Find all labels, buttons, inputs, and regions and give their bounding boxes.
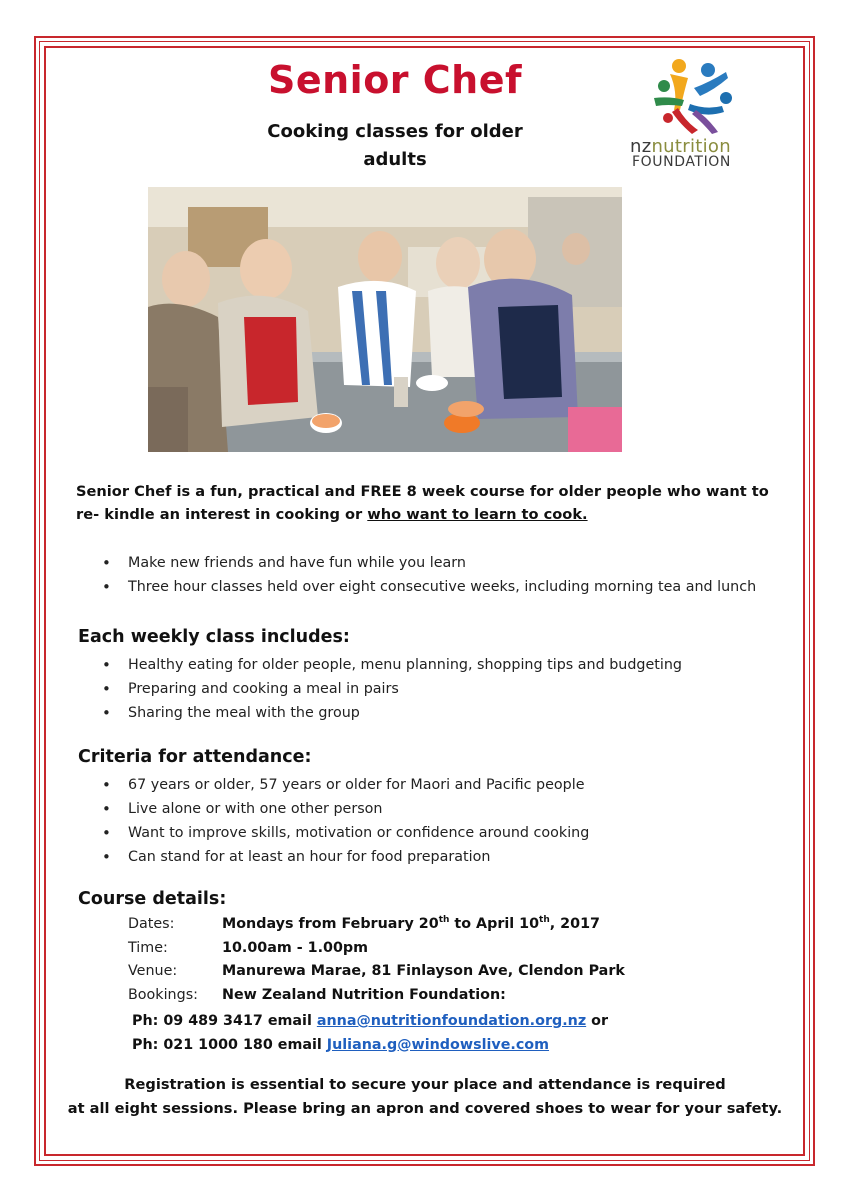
list-item: • Healthy eating for older people, menu planning, shopping tips and budgeting [100,653,682,677]
page-subtitle [240,118,550,174]
list-item: • Make new friends and have fun while you learn [100,551,756,575]
bookings-row [128,987,625,1011]
venue-value: Manurewa Marae, 81 Finlayson Ave, Clendon Park [222,963,625,979]
intro-underlined-text: who want to learn to cook. [367,506,588,523]
time-value: 10.00am - 1.00pm [222,939,369,956]
list-item: • Preparing and cooking a meal in pairs [100,677,682,701]
list-item: • Can stand for at least an hour for food preparation [100,845,589,869]
email-link-juliana[interactable]: Juliana.g@windowslive.com [326,1036,550,1053]
criteria-heading: Criteria for attendance: [78,747,312,767]
intro-text: Senior Chef is a fun, practical and FREE 8 week course for older people who want to re- kindle an interest in cooking or [76,483,769,523]
list-item: • 67 years or older, 57 years or older for Maori and Pacific people [100,773,589,797]
registration-note [60,1073,790,1121]
email-link-anna[interactable]: anna@nutritionfoundation.org.nz [316,1013,587,1029]
logo-text-foundation: FOUNDATION [632,154,731,170]
subtitle-line-2: adults [363,149,427,170]
contact-1-phone: Ph: 09 489 3417 email [132,1013,317,1029]
highlights-list [100,551,756,599]
time-row [128,940,625,964]
footer-line-1: Registration is essential to secure your place and attendance is required [124,1076,726,1093]
list-item: • Three hour classes held over eight consecutive weeks, including morning tea and lunch [100,575,756,599]
weekly-heading: Each weekly class includes: [78,627,350,647]
time-label: Time: [128,939,168,956]
footer-line-2: at all eight sessions. Please bring an apron and covered shoes to wear for your safety. [67,1100,783,1117]
intro-paragraph [76,480,776,526]
venue-row [128,963,625,987]
bookings-label: Bookings: [128,986,198,1003]
course-details [128,916,625,1057]
dates-row [128,916,625,940]
weekly-list [100,653,682,725]
bookings-value: New Zealand Nutrition Foundation: [222,986,506,1003]
logo-text-nutrition: nutrition [651,136,731,157]
dates-sup-1: th [438,915,450,926]
page-title: Senior Chef [267,58,523,102]
subtitle-line-1: Cooking classes for older [267,121,523,142]
dates-text-3: , 2017 [549,916,600,932]
dates-text-2: to April 10 [449,916,540,932]
contact-line-2 [132,1034,625,1058]
dates-label: Dates: [128,916,175,932]
list-item: • Sharing the meal with the group [100,701,682,725]
cooking-class-photo [148,187,622,452]
venue-label: Venue: [128,963,178,979]
logo-figures-icon [654,59,732,134]
logo-text-nz: nz [630,136,652,157]
dates-text-1: Mondays from February 20 [222,916,439,932]
contact-2-phone: Ph: 021 1000 180 email [132,1036,327,1053]
contact-1-suffix: or [586,1013,609,1029]
contact-line-1 [132,1010,625,1034]
list-item: • Want to improve skills, motivation or confidence around cooking [100,821,589,845]
course-heading: Course details: [78,889,227,909]
list-item: • Live alone or with one other person [100,797,589,821]
dates-sup-2: th [539,915,550,926]
criteria-list [100,773,589,869]
dates-value [222,916,600,932]
